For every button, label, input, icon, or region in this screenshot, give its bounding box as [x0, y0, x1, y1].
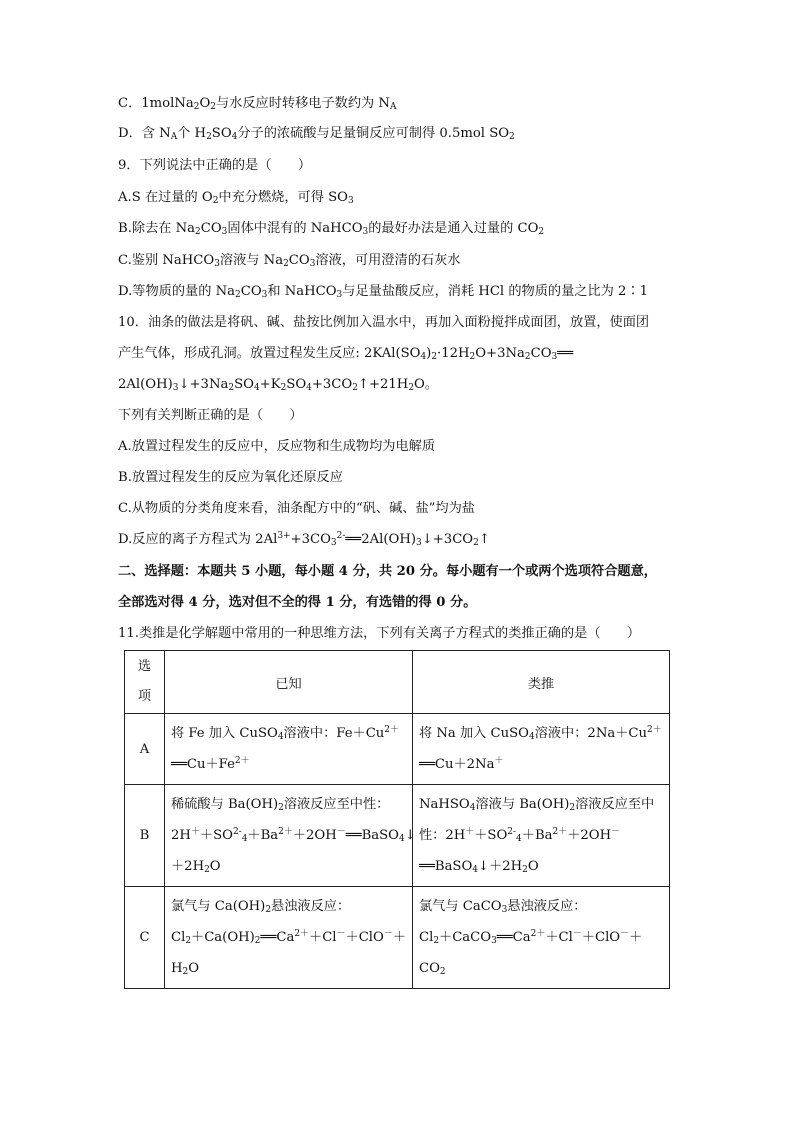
text-line-l11 [118, 406, 303, 426]
text-run: B.除去在 Na [118, 221, 196, 236]
text-run: ＋Cl [309, 930, 337, 945]
subscript: 2 [538, 227, 545, 238]
text-run: ＋Ba [521, 828, 553, 843]
superscript: － [572, 929, 582, 940]
subscript: A [389, 102, 397, 113]
text-run: 溶液中：Fe＋Cu [283, 726, 385, 741]
cell-line [171, 820, 416, 851]
subscript: 2 [433, 936, 440, 947]
superscript: ＋ [494, 756, 504, 767]
text-run: 溶液与 Na [219, 253, 284, 268]
subscript: 2 [473, 538, 479, 549]
text-run: H [171, 961, 183, 976]
text-run: Cl [419, 930, 434, 945]
text-run: D．含 N [118, 126, 171, 141]
subscript: 2 [204, 865, 210, 876]
text-run: SO [286, 377, 307, 392]
subscript: 2 [439, 967, 446, 978]
text-run: 中充分燃烧，可得 SO [218, 190, 348, 205]
row-known [165, 714, 413, 785]
superscript: 2＋ [530, 929, 546, 940]
text-run: ↓+3CO [421, 532, 474, 547]
text-line-l5 [118, 219, 544, 239]
subscript: 2 [182, 967, 189, 978]
text-run: CO [419, 961, 440, 976]
superscript: 2＋ [278, 827, 293, 838]
text-run: CO [240, 284, 262, 299]
cell-line [419, 891, 663, 922]
text-run: O [188, 961, 200, 976]
text-run: ＋2OH [567, 828, 612, 843]
text-run: ＋SO [474, 828, 508, 843]
text-run: 下列有关判断正确的是（ ） [118, 408, 303, 423]
subscript: 2 [195, 227, 201, 238]
text-line-l17 [118, 593, 476, 613]
text-run: 溶液反应至中性： [283, 797, 390, 812]
header-option-cell [125, 651, 165, 714]
text-line-l3 [118, 156, 311, 176]
text-line-l12 [118, 437, 435, 457]
subscript: 2 [509, 132, 515, 143]
row-option: A [125, 714, 165, 785]
text-run: ══2Al(OH) [345, 532, 416, 547]
subscript: 2 [522, 865, 528, 876]
text-run: CO [288, 253, 310, 268]
text-run: 溶液与 Ba(OH) [475, 797, 570, 812]
text-run: 分子的浓硫酸与足量铜反应可制得 0.5mol SO [237, 126, 510, 141]
subscript: 2 [280, 383, 287, 394]
superscript: 2＋ [294, 929, 310, 940]
subscript: 4 [516, 834, 522, 845]
subscript: 4 [306, 383, 312, 394]
text-run: 稀硫酸与 Ba(OH) [171, 797, 279, 812]
text-run: O [209, 859, 221, 874]
row-analog [413, 887, 670, 989]
text-run: C．1molNa [118, 96, 194, 111]
text-run: ＋CaCO [439, 930, 492, 945]
text-run: B.放置过程发生的反应为氧化还原反应 [118, 470, 343, 485]
text-run: 和 NaHCO [267, 284, 337, 299]
text-line-l1 [118, 94, 396, 114]
subscript: 4 [472, 865, 478, 876]
cell-line [419, 789, 663, 820]
text-run: ══BaSO [419, 859, 473, 874]
superscript: ＋ [465, 827, 475, 838]
cell-line [171, 922, 406, 953]
subscript: 3 [415, 538, 422, 549]
text-line-l15 [118, 530, 490, 550]
subscript: 3 [336, 290, 343, 301]
text-run: ＋SO [199, 828, 233, 843]
text-run: ══BaSO [345, 828, 399, 843]
subscript: 4 [469, 803, 476, 814]
text-line-l13 [118, 468, 343, 488]
subscript: 4 [277, 732, 284, 743]
subscript: 2 [524, 352, 531, 363]
superscript: 2- [507, 827, 517, 838]
text-run: 溶液，可用澄清的石灰水 [315, 253, 461, 268]
text-line-l8 [118, 313, 649, 333]
text-run: ＋2H [171, 859, 205, 874]
text-run: O+3Na [475, 346, 525, 361]
text-run: 2H [171, 828, 191, 843]
text-run: 悬浊液反应： [271, 899, 351, 914]
text-run: NaHSO [419, 797, 470, 812]
analogy-table [124, 650, 670, 989]
text-line-l4 [118, 188, 354, 208]
text-run: +3CO [311, 377, 353, 392]
cell-line [419, 718, 663, 749]
text-run: +K [259, 377, 281, 392]
text-run: C.从物质的分类角度来看，油条配方中的“矾、碱、盐”均为盐 [118, 501, 475, 516]
subscript: 3 [551, 352, 558, 363]
subscript: 3 [214, 259, 220, 270]
cell-line [171, 891, 406, 922]
text-run: 产生气体，形成孔洞。放置过程发生反应: 2KAl(SO [118, 346, 421, 361]
row-analog [413, 785, 670, 887]
superscript: 2＋ [647, 725, 662, 736]
text-run: ══Cu＋Fe [171, 757, 235, 772]
superscript: － [611, 827, 621, 838]
text-run: A.放置过程发生的反应中，反应物和生成物均为电解质 [118, 439, 436, 454]
text-line-l6 [118, 251, 460, 271]
superscript: 2＋ [234, 756, 250, 767]
text-line-l9 [118, 344, 573, 364]
subscript: 4 [231, 132, 238, 143]
text-run: D.等物质的量的 Na [118, 284, 236, 299]
subscript: 3 [491, 936, 497, 947]
text-run: 与水反应时转移电子数约为 N [215, 96, 390, 111]
subscript: 2 [193, 102, 200, 113]
text-run: O [199, 96, 211, 111]
row-option: C [125, 887, 165, 989]
table-row [125, 714, 670, 785]
cell-line [171, 749, 406, 780]
cell-line [171, 789, 406, 820]
text-run: C.鉴别 NaHCO [118, 253, 215, 268]
text-run: 氯气与 Ca(OH) [171, 899, 266, 914]
text-run: 性：2H [419, 828, 466, 843]
text-run: 全部选对得 4 分，选对但不全的得 1 分，有选错的得 0 分。 [118, 595, 477, 610]
subscript: 3 [501, 905, 508, 916]
text-run: 将 Fe 加入 CuSO [171, 726, 278, 741]
cell-line [419, 922, 663, 953]
text-line-l7 [118, 282, 648, 302]
superscript: 2＋ [552, 827, 568, 838]
subscript: 3 [261, 290, 268, 301]
text-run: ↓ [404, 828, 416, 843]
table-header-row [125, 651, 670, 714]
text-run: 固体中混有的 NaHCO [227, 221, 363, 236]
text-run: 的最好办法是通入过量的 CO [368, 221, 539, 236]
superscript: － [336, 929, 346, 940]
superscript: 2- [232, 827, 242, 838]
row-analog [413, 714, 670, 785]
cell-line [419, 851, 663, 882]
subscript: 2 [569, 803, 576, 814]
text-run: ══Ca [496, 930, 531, 945]
cell-line [419, 749, 663, 780]
text-run: D.反应的离子方程式为 2Al [118, 532, 278, 547]
subscript: 2 [278, 803, 284, 814]
cell-line [171, 718, 406, 749]
text-run: ＋ClO [345, 930, 384, 945]
text-run: O。 [414, 377, 439, 392]
subscript: 3 [309, 259, 316, 270]
text-run: ↑ [478, 532, 490, 547]
subscript: A [170, 132, 178, 143]
text-run: ↑+21H [357, 377, 409, 392]
header-analog: 类推 [413, 651, 670, 714]
subscript: 2 [283, 259, 289, 270]
subscript: 4 [399, 834, 405, 845]
subscript: 2 [206, 132, 212, 143]
text-run: 溶液中：2Na＋Cu [534, 726, 647, 741]
row-known [165, 785, 416, 887]
text-run: O [527, 859, 539, 874]
subscript: 2 [185, 936, 192, 947]
text-run: ＋Cl [545, 930, 573, 945]
subscript: 2 [235, 290, 241, 301]
subscript: 3 [347, 196, 354, 207]
text-run: 将 Na 加入 CuSO [419, 726, 529, 741]
superscript: 3+ [277, 531, 291, 542]
text-line-l2 [118, 124, 515, 144]
text-line-l18 [118, 624, 640, 644]
text-run: 二、选择题：本题共 5 小题，每小题 4 分，共 20 分。每小题有一个或两个选项符合题意， [118, 564, 657, 579]
text-run: ＋Ba [247, 828, 279, 843]
text-run: 2Al(OH) [118, 377, 173, 392]
text-run: ＋ClO [581, 930, 621, 945]
superscript: 2- [336, 531, 346, 542]
subscript: 2 [352, 383, 358, 394]
text-run: ══Cu＋2Na [419, 757, 495, 772]
table-row [125, 887, 670, 989]
subscript: 2 [265, 905, 272, 916]
text-run: 10．油条的做法是将矾、碱、盐按比例加入温水中，再加入面粉搅拌成面团，放置，使面团 [118, 315, 650, 330]
subscript: 2 [210, 102, 216, 113]
header-option-label: 项 [137, 689, 152, 704]
row-known [165, 887, 413, 989]
text-run: +3CO [290, 532, 331, 547]
subscript: 4 [420, 352, 427, 363]
text-run: ) [426, 346, 432, 361]
text-run: ↓+3Na [178, 377, 229, 392]
subscript: 4 [241, 834, 248, 845]
table-row [125, 785, 670, 887]
text-run: 悬浊液反应： [507, 899, 587, 914]
text-run: CO [530, 346, 552, 361]
subscript: 4 [253, 383, 260, 394]
text-run: ＋ [629, 930, 643, 945]
text-run: ══Ca [260, 930, 295, 945]
subscript: 3 [362, 227, 369, 238]
subscript: 3 [221, 227, 228, 238]
text-run: ·12H [437, 346, 470, 361]
cell-line [171, 851, 406, 882]
subscript: 2 [408, 383, 415, 394]
cell-line [419, 820, 663, 851]
superscript: － [336, 827, 346, 838]
text-run: A.S 在过量的 O [118, 190, 213, 205]
subscript: 4 [528, 732, 535, 743]
text-line-l14 [118, 499, 475, 519]
superscript: ＋ [190, 827, 200, 838]
subscript: 2 [212, 196, 219, 207]
text-line-l16 [118, 562, 657, 582]
superscript: － [620, 929, 630, 940]
text-run: 9．下列说法中正确的是（ ） [118, 158, 312, 173]
text-run: ↓＋2H [478, 859, 523, 874]
subscript: 3 [330, 538, 337, 549]
row-option: B [125, 785, 165, 887]
subscript: 2 [469, 352, 476, 363]
header-option-label: 选 [137, 659, 152, 674]
subscript: 2 [431, 352, 438, 363]
text-run: Cl [171, 930, 186, 945]
subscript: 2 [254, 936, 261, 947]
subscript: 2 [228, 383, 235, 394]
text-run: SO [234, 377, 254, 392]
subscript: 3 [172, 383, 179, 394]
text-run: ＋Ca(OH) [191, 930, 255, 945]
cell-line [419, 953, 663, 984]
superscript: － [383, 929, 393, 940]
superscript: 2＋ [384, 725, 399, 736]
text-run: ══ [557, 346, 574, 361]
text-run: SO [211, 126, 232, 141]
text-line-l10 [118, 375, 438, 395]
text-run: CO [200, 221, 222, 236]
cell-line [171, 953, 406, 984]
header-known: 已知 [165, 651, 413, 714]
text-run: 氯气与 CaCO [419, 899, 502, 914]
text-run: 与足量盐酸反应，消耗 HCl 的物质的量之比为 2∶1 [342, 284, 648, 299]
text-run: 11.类推是化学解题中常用的一种思维方法，下列有关离子方程式的类推正确的是（ ） [118, 626, 641, 641]
text-run: ＋ [392, 930, 406, 945]
text-run: 个 H [177, 126, 207, 141]
text-run: ＋2OH [292, 828, 337, 843]
text-run: 溶液反应至中 [575, 797, 655, 812]
